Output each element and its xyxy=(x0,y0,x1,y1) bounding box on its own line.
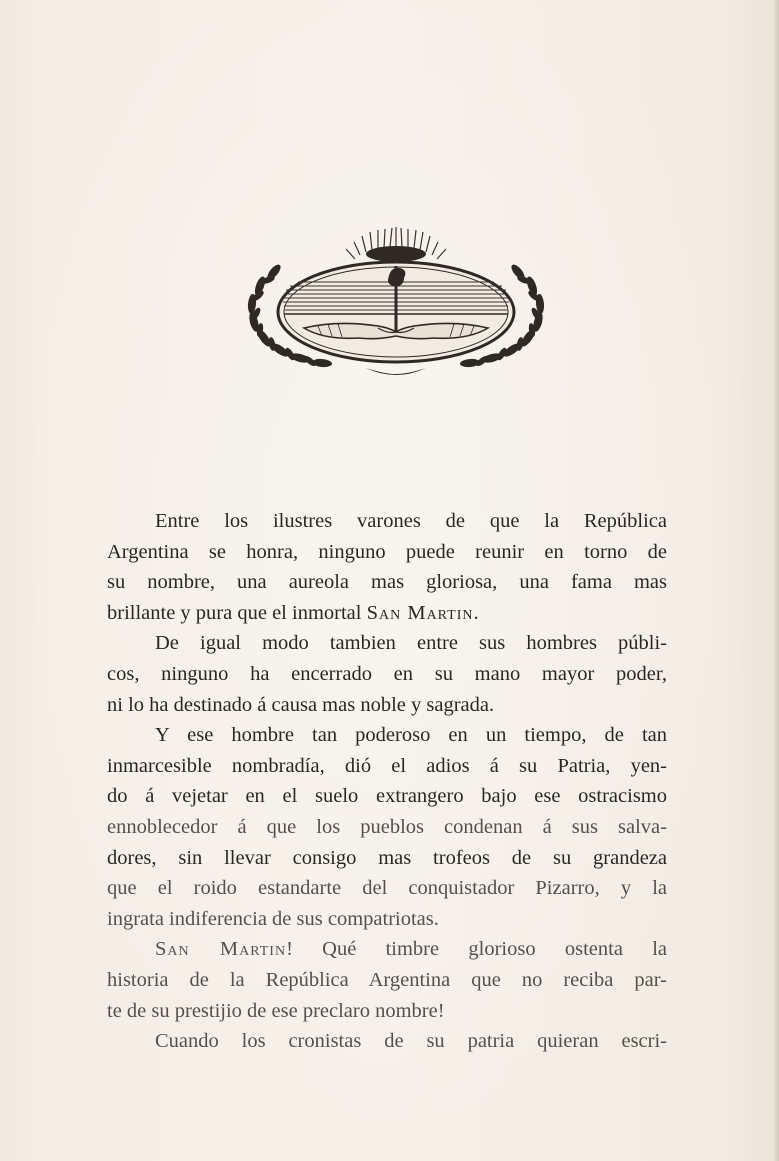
body-text xyxy=(107,506,667,1057)
text-line: Cuando los cronistas de su patria quieran escri- xyxy=(155,1030,667,1053)
text-line: Y ese hombre tan poderoso en un tiempo, de tan xyxy=(155,724,667,747)
text-line: su nombre, una aureola mas gloriosa, una fama mas xyxy=(107,571,667,594)
page-edge xyxy=(773,0,779,1161)
text-line: inmarcesible nombradía, dió el adios á su Patria, yen- xyxy=(107,754,667,777)
text-line: que el roido estandarte del conquistador Pizarro, y la xyxy=(107,877,667,900)
text-line: San Martin! Qué timbre glorioso ostenta la xyxy=(155,938,667,961)
text-line: dores, sin llevar consigo mas trofeos de su grandeza xyxy=(107,846,667,869)
name-small-caps: San Martin xyxy=(155,938,287,961)
text-line: De igual modo tambien entre sus hombres públi- xyxy=(155,632,667,655)
text-line: cos, ninguno ha encerrado en su mano mayor poder, xyxy=(107,662,667,685)
text-line: ni lo ha destinado á causa mas noble y sagrada. xyxy=(107,693,495,716)
text-line: te de su prestijio de ese preclaro nombre! xyxy=(107,999,445,1022)
text-line: ingrata indiferencia de sus compatriotas. xyxy=(107,907,439,930)
text-line: Argentina se honra, ninguno puede reunir en torno de xyxy=(107,540,667,563)
text-line: do á vejetar en el suelo extrangero bajo ese ostracismo xyxy=(107,785,667,808)
name-small-caps: San Martin xyxy=(366,601,474,624)
text-line: Entre los ilustres varones de que la República xyxy=(155,510,667,532)
text-line: ennoblecedor á que los pueblos condenan á sus salva- xyxy=(107,815,667,838)
text-line: historia de la República Argentina que no reciba par- xyxy=(107,968,667,991)
text-line: brillante y pura que el inmortal San Martin. xyxy=(107,601,479,624)
argentine-coat-of-arms-icon xyxy=(238,222,554,384)
